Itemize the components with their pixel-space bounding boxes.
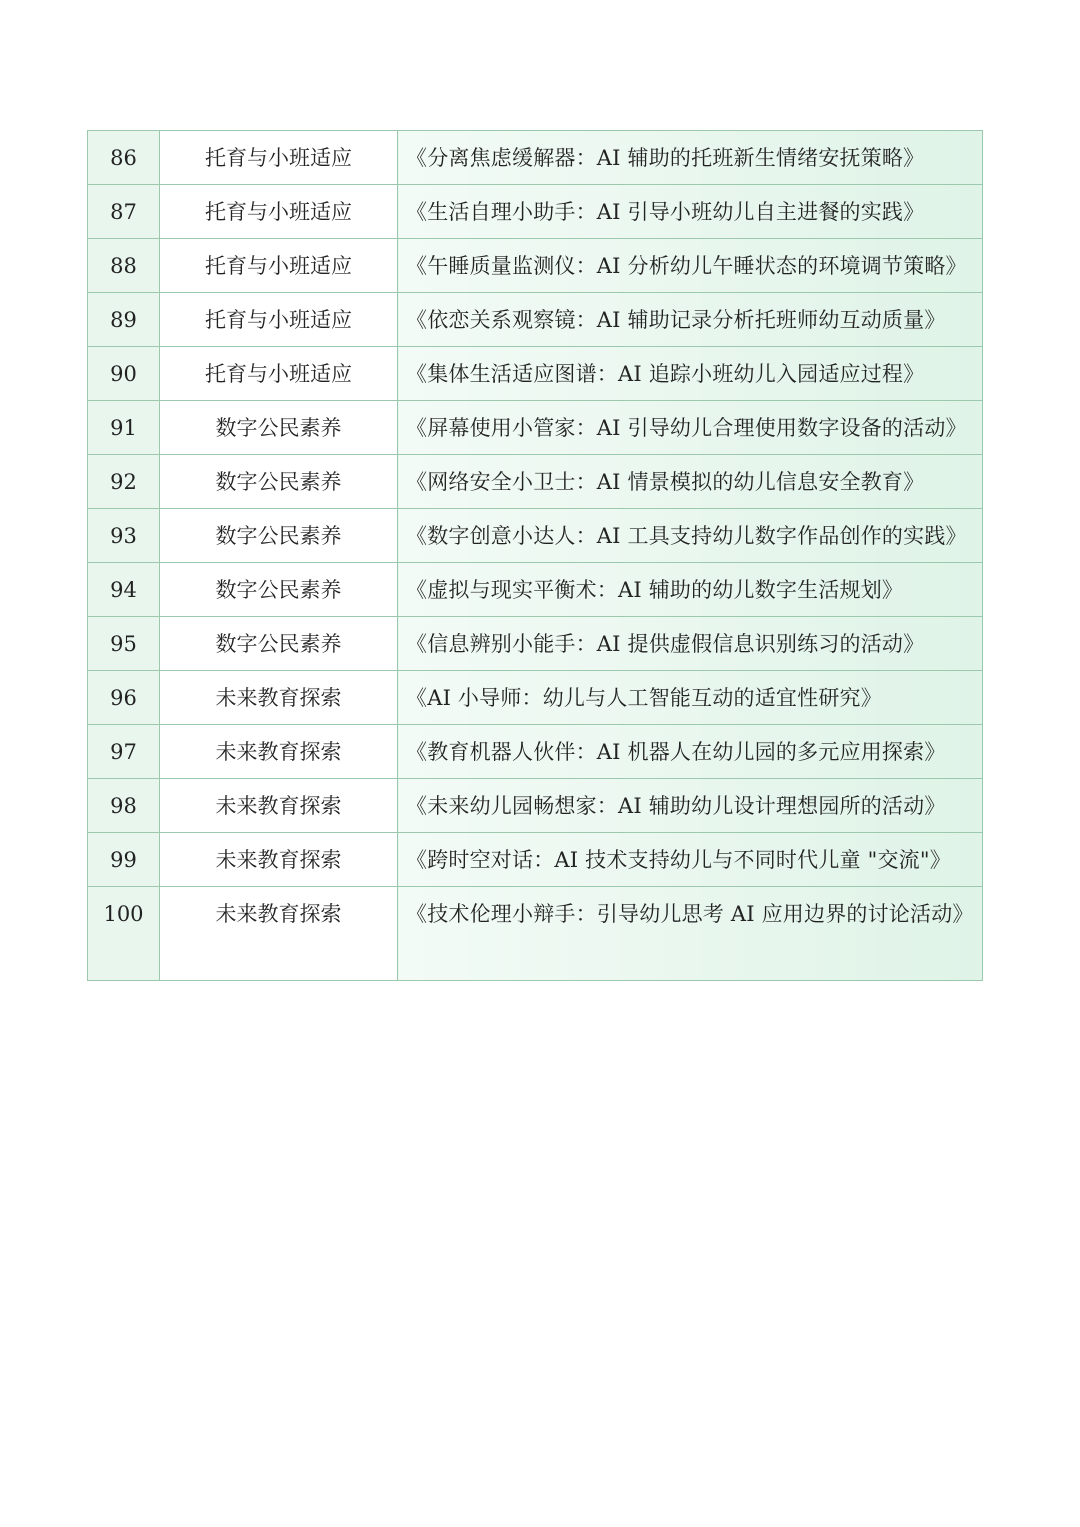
row-number-cell: 90 (88, 347, 160, 401)
row-number-cell: 87 (88, 185, 160, 239)
topic-title-cell: 《网络安全小卫士：AI 情景模拟的幼儿信息安全教育》 (398, 455, 983, 509)
category-cell: 未来教育探索 (160, 833, 398, 887)
topic-title-cell: 《信息辨别小能手：AI 提供虚假信息识别练习的活动》 (398, 617, 983, 671)
row-number-cell: 96 (88, 671, 160, 725)
category-cell: 数字公民素养 (160, 455, 398, 509)
category-cell: 托育与小班适应 (160, 239, 398, 293)
table-row (88, 185, 983, 239)
topic-title-cell: 《屏幕使用小管家：AI 引导幼儿合理使用数字设备的活动》 (398, 401, 983, 455)
row-number-cell: 93 (88, 509, 160, 563)
category-cell: 未来教育探索 (160, 671, 398, 725)
topic-title-cell: 《集体生活适应图谱：AI 追踪小班幼儿入园适应过程》 (398, 347, 983, 401)
row-number-cell: 99 (88, 833, 160, 887)
table-row (88, 455, 983, 509)
topic-title-cell: 《依恋关系观察镜：AI 辅助记录分析托班师幼互动质量》 (398, 293, 983, 347)
table-row (88, 779, 983, 833)
table-row (88, 833, 983, 887)
topic-title-cell: 《虚拟与现实平衡术：AI 辅助的幼儿数字生活规划》 (398, 563, 983, 617)
category-cell: 托育与小班适应 (160, 185, 398, 239)
category-cell: 未来教育探索 (160, 887, 398, 981)
category-cell: 托育与小班适应 (160, 293, 398, 347)
category-cell: 数字公民素养 (160, 563, 398, 617)
table-row (88, 563, 983, 617)
row-number-cell: 98 (88, 779, 160, 833)
topic-title-cell: 《未来幼儿园畅想家：AI 辅助幼儿设计理想园所的活动》 (398, 779, 983, 833)
topic-title-cell: 《午睡质量监测仪：AI 分析幼儿午睡状态的环境调节策略》 (398, 239, 983, 293)
row-number-cell: 94 (88, 563, 160, 617)
table-row (88, 401, 983, 455)
table-row (88, 239, 983, 293)
category-cell: 托育与小班适应 (160, 347, 398, 401)
category-cell: 托育与小班适应 (160, 131, 398, 185)
row-number-cell: 88 (88, 239, 160, 293)
row-number-cell: 91 (88, 401, 160, 455)
table-row (88, 509, 983, 563)
topics-table (87, 130, 983, 981)
table-row (88, 617, 983, 671)
category-cell: 数字公民素养 (160, 401, 398, 455)
topic-title-cell: 《技术伦理小辩手：引导幼儿思考 AI 应用边界的讨论活动》 (398, 887, 983, 981)
category-cell: 数字公民素养 (160, 617, 398, 671)
topic-title-cell: 《跨时空对话：AI 技术支持幼儿与不同时代儿童 "交流"》 (398, 833, 983, 887)
topic-title-cell: 《教育机器人伙伴：AI 机器人在幼儿园的多元应用探索》 (398, 725, 983, 779)
table-row (88, 293, 983, 347)
category-cell: 数字公民素养 (160, 509, 398, 563)
topic-title-cell: 《AI 小导师：幼儿与人工智能互动的适宜性研究》 (398, 671, 983, 725)
category-cell: 未来教育探索 (160, 725, 398, 779)
row-number-cell: 100 (88, 887, 160, 981)
topic-title-cell: 《生活自理小助手：AI 引导小班幼儿自主进餐的实践》 (398, 185, 983, 239)
row-number-cell: 97 (88, 725, 160, 779)
row-number-cell: 92 (88, 455, 160, 509)
topic-title-cell: 《数字创意小达人：AI 工具支持幼儿数字作品创作的实践》 (398, 509, 983, 563)
row-number-cell: 86 (88, 131, 160, 185)
topic-title-cell: 《分离焦虑缓解器：AI 辅助的托班新生情绪安抚策略》 (398, 131, 983, 185)
row-number-cell: 95 (88, 617, 160, 671)
category-cell: 未来教育探索 (160, 779, 398, 833)
table-row (88, 671, 983, 725)
table-row (88, 887, 983, 981)
table-row (88, 347, 983, 401)
table-body (88, 131, 983, 981)
table-row (88, 131, 983, 185)
table-row (88, 725, 983, 779)
row-number-cell: 89 (88, 293, 160, 347)
